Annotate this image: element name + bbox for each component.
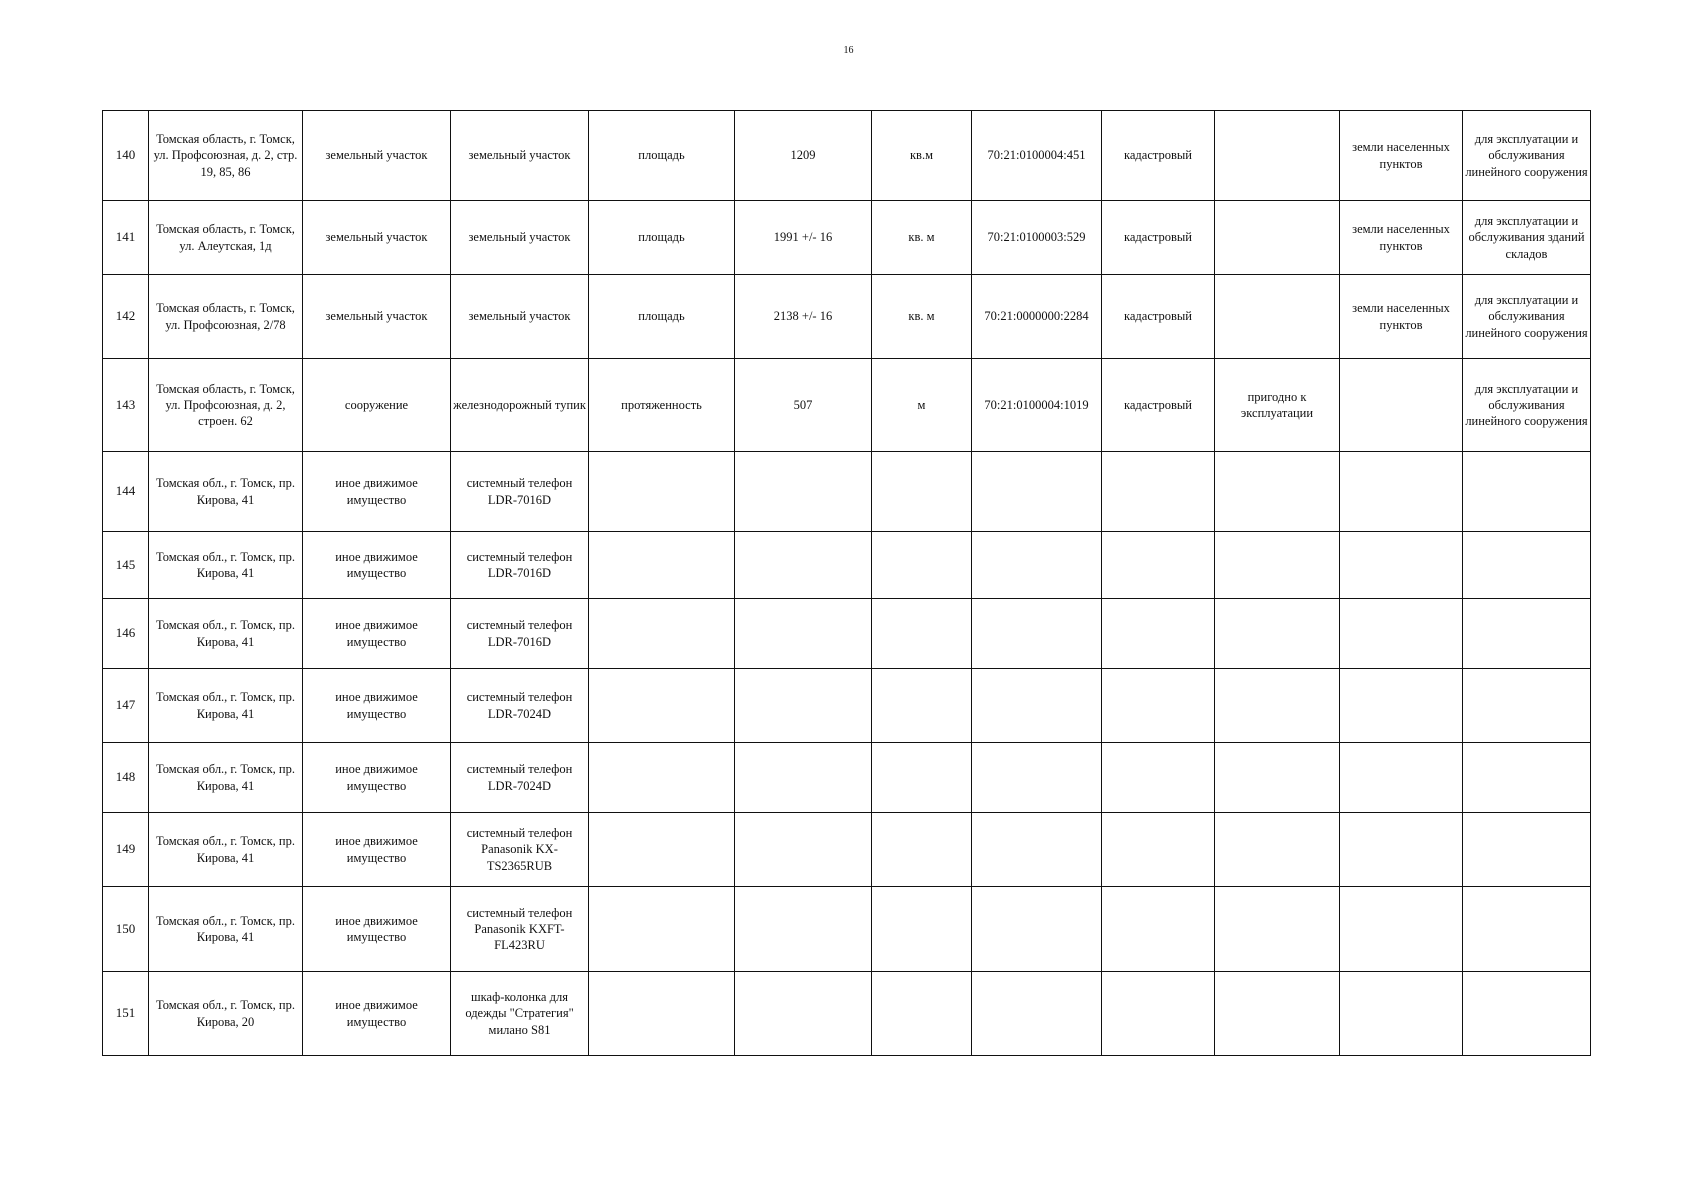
- number-type-cell: [1102, 743, 1215, 813]
- property-type-cell: иное движимое имущество: [303, 599, 451, 669]
- address-cell: Томская обл., г. Томск, пр. Кирова, 41: [149, 532, 303, 599]
- land-category-cell: [1340, 359, 1463, 452]
- cadastral-number-cell: [972, 972, 1102, 1056]
- address-cell: Томская область, г. Томск, ул. Профсоюзная, д. 2, строен. 62: [149, 359, 303, 452]
- property-name-cell: системный телефон LDR-7016D: [451, 599, 589, 669]
- address-cell: Томская обл., г. Томск, пр. Кирова, 41: [149, 452, 303, 532]
- unit-cell: [872, 532, 972, 599]
- number-type-cell: кадастровый: [1102, 111, 1215, 201]
- value-cell: [735, 669, 872, 743]
- property-type-cell: иное движимое имущество: [303, 887, 451, 972]
- row-number: 142: [103, 275, 149, 359]
- characteristic-cell: [589, 887, 735, 972]
- permitted-use-cell: для эксплуатации и обслуживания зданий складов: [1463, 201, 1591, 275]
- property-name-cell: системный телефон Panasonik KX-TS2365RUB: [451, 813, 589, 887]
- permitted-use-cell: для эксплуатации и обслуживания линейного сооружения: [1463, 111, 1591, 201]
- unit-cell: [872, 669, 972, 743]
- condition-cell: [1215, 201, 1340, 275]
- permitted-use-cell: [1463, 669, 1591, 743]
- permitted-use-cell: [1463, 813, 1591, 887]
- property-name-cell: шкаф-колонка для одежды "Стратегия" милано S81: [451, 972, 589, 1056]
- value-cell: [735, 887, 872, 972]
- land-category-cell: [1340, 743, 1463, 813]
- table-row: [103, 743, 1591, 813]
- property-name-cell: системный телефон LDR-7016D: [451, 452, 589, 532]
- unit-cell: кв.м: [872, 111, 972, 201]
- permitted-use-cell: для эксплуатации и обслуживания линейного сооружения: [1463, 359, 1591, 452]
- table-row: [103, 275, 1591, 359]
- address-cell: Томская обл., г. Томск, пр. Кирова, 41: [149, 669, 303, 743]
- address-cell: Томская обл., г. Томск, пр. Кирова, 20: [149, 972, 303, 1056]
- condition-cell: пригодно к эксплуатации: [1215, 359, 1340, 452]
- table-row: [103, 201, 1591, 275]
- land-category-cell: [1340, 532, 1463, 599]
- unit-cell: кв. м: [872, 275, 972, 359]
- value-cell: [735, 813, 872, 887]
- characteristic-cell: [589, 532, 735, 599]
- table-row: [103, 599, 1591, 669]
- property-type-cell: иное движимое имущество: [303, 532, 451, 599]
- number-type-cell: кадастровый: [1102, 201, 1215, 275]
- permitted-use-cell: для эксплуатации и обслуживания линейного сооружения: [1463, 275, 1591, 359]
- condition-cell: [1215, 599, 1340, 669]
- address-cell: Томская область, г. Томск, ул. Профсоюзная, 2/78: [149, 275, 303, 359]
- cadastral-number-cell: [972, 532, 1102, 599]
- cadastral-number-cell: 70:21:0100004:1019: [972, 359, 1102, 452]
- permitted-use-cell: [1463, 599, 1591, 669]
- land-category-cell: земли населенных пунктов: [1340, 111, 1463, 201]
- property-type-cell: земельный участок: [303, 201, 451, 275]
- row-number: 147: [103, 669, 149, 743]
- cadastral-number-cell: [972, 599, 1102, 669]
- row-number: 141: [103, 201, 149, 275]
- page-number: 16: [843, 45, 854, 56]
- characteristic-cell: площадь: [589, 275, 735, 359]
- number-type-cell: [1102, 452, 1215, 532]
- property-type-cell: сооружение: [303, 359, 451, 452]
- permitted-use-cell: [1463, 532, 1591, 599]
- condition-cell: [1215, 813, 1340, 887]
- row-number: 151: [103, 972, 149, 1056]
- number-type-cell: кадастровый: [1102, 359, 1215, 452]
- property-type-cell: иное движимое имущество: [303, 813, 451, 887]
- cadastral-number-cell: [972, 743, 1102, 813]
- cadastral-number-cell: 70:21:0100003:529: [972, 201, 1102, 275]
- row-number: 144: [103, 452, 149, 532]
- table-row: [103, 359, 1591, 452]
- address-cell: Томская обл., г. Томск, пр. Кирова, 41: [149, 887, 303, 972]
- unit-cell: [872, 813, 972, 887]
- property-type-cell: иное движимое имущество: [303, 743, 451, 813]
- land-category-cell: [1340, 813, 1463, 887]
- value-cell: [735, 599, 872, 669]
- unit-cell: [872, 452, 972, 532]
- land-category-cell: [1340, 972, 1463, 1056]
- characteristic-cell: протяженность: [589, 359, 735, 452]
- row-number: 140: [103, 111, 149, 201]
- address-cell: Томская область, г. Томск, ул. Профсоюзная, д. 2, стр. 19, 85, 86: [149, 111, 303, 201]
- cadastral-number-cell: 70:21:0000000:2284: [972, 275, 1102, 359]
- permitted-use-cell: [1463, 743, 1591, 813]
- cadastral-number-cell: [972, 669, 1102, 743]
- characteristic-cell: [589, 972, 735, 1056]
- unit-cell: [872, 887, 972, 972]
- value-cell: 2138 +/- 16: [735, 275, 872, 359]
- cadastral-number-cell: [972, 813, 1102, 887]
- unit-cell: [872, 743, 972, 813]
- cadastral-number-cell: [972, 452, 1102, 532]
- number-type-cell: [1102, 972, 1215, 1056]
- condition-cell: [1215, 743, 1340, 813]
- property-registry-table: [102, 110, 1591, 1056]
- table-row: [103, 887, 1591, 972]
- characteristic-cell: [589, 743, 735, 813]
- unit-cell: [872, 599, 972, 669]
- cadastral-number-cell: 70:21:0100004:451: [972, 111, 1102, 201]
- characteristic-cell: [589, 599, 735, 669]
- address-cell: Томская обл., г. Томск, пр. Кирова, 41: [149, 813, 303, 887]
- value-cell: [735, 532, 872, 599]
- permitted-use-cell: [1463, 452, 1591, 532]
- characteristic-cell: площадь: [589, 111, 735, 201]
- characteristic-cell: [589, 669, 735, 743]
- condition-cell: [1215, 452, 1340, 532]
- value-cell: 1991 +/- 16: [735, 201, 872, 275]
- permitted-use-cell: [1463, 887, 1591, 972]
- unit-cell: кв. м: [872, 201, 972, 275]
- table-row: [103, 813, 1591, 887]
- row-number: 146: [103, 599, 149, 669]
- property-name-cell: земельный участок: [451, 111, 589, 201]
- table-row: [103, 669, 1591, 743]
- condition-cell: [1215, 275, 1340, 359]
- number-type-cell: кадастровый: [1102, 275, 1215, 359]
- condition-cell: [1215, 887, 1340, 972]
- property-type-cell: иное движимое имущество: [303, 972, 451, 1056]
- row-number: 145: [103, 532, 149, 599]
- land-category-cell: земли населенных пунктов: [1340, 275, 1463, 359]
- property-name-cell: системный телефон LDR-7016D: [451, 532, 589, 599]
- characteristic-cell: площадь: [589, 201, 735, 275]
- property-name-cell: земельный участок: [451, 275, 589, 359]
- land-category-cell: [1340, 669, 1463, 743]
- number-type-cell: [1102, 532, 1215, 599]
- property-name-cell: системный телефон Panasonik KXFT-FL423RU: [451, 887, 589, 972]
- condition-cell: [1215, 972, 1340, 1056]
- land-category-cell: [1340, 452, 1463, 532]
- address-cell: Томская обл., г. Томск, пр. Кирова, 41: [149, 599, 303, 669]
- permitted-use-cell: [1463, 972, 1591, 1056]
- land-category-cell: [1340, 599, 1463, 669]
- property-name-cell: системный телефон LDR-7024D: [451, 669, 589, 743]
- property-name-cell: железнодорожный тупик: [451, 359, 589, 452]
- value-cell: [735, 743, 872, 813]
- condition-cell: [1215, 532, 1340, 599]
- row-number: 149: [103, 813, 149, 887]
- address-cell: Томская область, г. Томск, ул. Алеутская, 1д: [149, 201, 303, 275]
- number-type-cell: [1102, 887, 1215, 972]
- characteristic-cell: [589, 813, 735, 887]
- unit-cell: м: [872, 359, 972, 452]
- row-number: 143: [103, 359, 149, 452]
- number-type-cell: [1102, 669, 1215, 743]
- property-type-cell: иное движимое имущество: [303, 669, 451, 743]
- property-type-cell: земельный участок: [303, 275, 451, 359]
- land-category-cell: земли населенных пунктов: [1340, 201, 1463, 275]
- table-row: [103, 972, 1591, 1056]
- number-type-cell: [1102, 813, 1215, 887]
- property-type-cell: иное движимое имущество: [303, 452, 451, 532]
- cadastral-number-cell: [972, 887, 1102, 972]
- value-cell: [735, 972, 872, 1056]
- row-number: 148: [103, 743, 149, 813]
- address-cell: Томская обл., г. Томск, пр. Кирова, 41: [149, 743, 303, 813]
- property-name-cell: земельный участок: [451, 201, 589, 275]
- value-cell: [735, 452, 872, 532]
- property-type-cell: земельный участок: [303, 111, 451, 201]
- property-name-cell: системный телефон LDR-7024D: [451, 743, 589, 813]
- value-cell: 507: [735, 359, 872, 452]
- row-number: 150: [103, 887, 149, 972]
- condition-cell: [1215, 111, 1340, 201]
- condition-cell: [1215, 669, 1340, 743]
- table-row: [103, 111, 1591, 201]
- characteristic-cell: [589, 452, 735, 532]
- land-category-cell: [1340, 887, 1463, 972]
- value-cell: 1209: [735, 111, 872, 201]
- table-row: [103, 452, 1591, 532]
- table-row: [103, 532, 1591, 599]
- unit-cell: [872, 972, 972, 1056]
- number-type-cell: [1102, 599, 1215, 669]
